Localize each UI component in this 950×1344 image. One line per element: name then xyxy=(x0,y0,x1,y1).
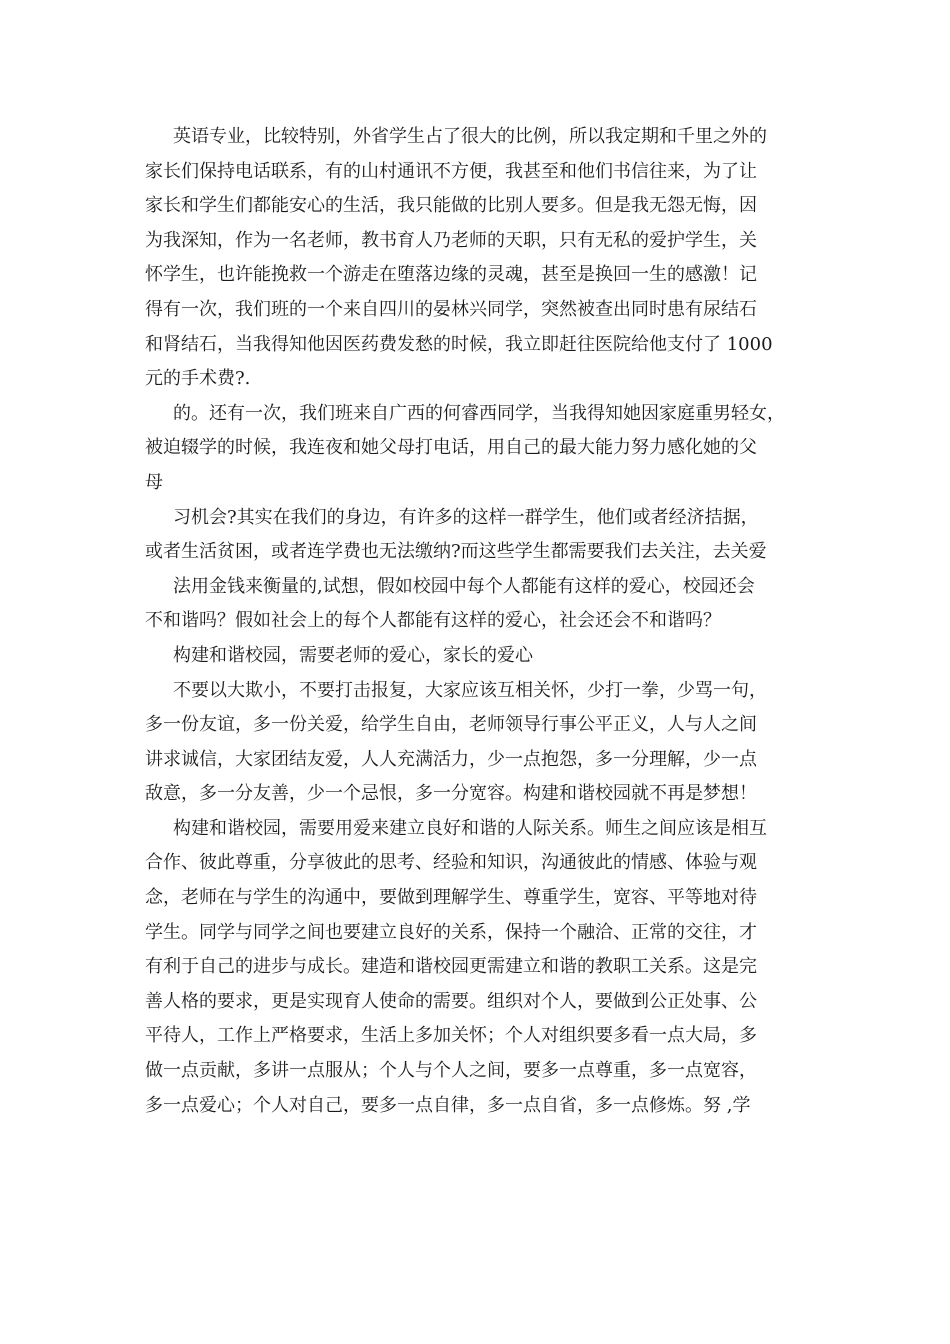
paragraph-line: 敌意，多一分友善，少一个忌恨，多一分宽容。构建和谐校园就不再是梦想！ xyxy=(145,783,757,805)
document-body xyxy=(145,120,815,1123)
paragraph-line: 和肾结石，当我得知他因医药费发愁的时候，我立即赶往医院给他支付了 1000 xyxy=(145,333,773,355)
paragraph-line: 家长们保持电话联系，有的山村通讯不方便，我甚至和他们书信往来，为了让 xyxy=(145,160,757,182)
paragraph-line: 学生。同学与同学之间也要建立良好的关系，保持一个融洽、正常的交往，才 xyxy=(145,921,757,943)
paragraph-line: 善人格的要求，更是实现育人使命的需要。组织对个人，要做到公正处事、公 xyxy=(145,990,757,1012)
paragraph-line: 做一点贡献，多讲一点服从；个人与个人之间，要多一点尊重，多一点宽容， xyxy=(145,1060,757,1082)
paragraph xyxy=(145,397,815,501)
paragraph-line: 被迫辍学的时候，我连夜和她父母打电话，用自己的最大能力努力感化她的父 xyxy=(145,437,757,459)
paragraph-first-line: 英语专业，比较特别，外省学生占了很大的比例，所以我定期和千里之外的 xyxy=(173,126,767,147)
paragraph xyxy=(145,501,815,570)
paragraph-line: 多一点爱心；个人对自己，要多一点自律，多一点自省，多一点修炼。努 ,学 xyxy=(145,1094,751,1116)
paragraph-line: 或者生活贫困，或者连学费也无法缴纳?而这些学生都需要我们去关注，去关爱 xyxy=(145,541,767,563)
paragraph-first-line: 习机会?其实在我们的身边，有许多的这样一群学生，他们或者经济拮据， xyxy=(173,506,759,528)
paragraph xyxy=(145,120,815,397)
paragraph-line: 家长和学生们都能安心的生活，我只能做的比别人要多。但是我无怨无悔，因 xyxy=(145,195,757,217)
paragraph-line: 怀学生，也许能挽救一个游走在堕落边缘的灵魂，甚至是换回一生的感激！记 xyxy=(145,264,757,286)
paragraph-line: 讲求诚信，大家团结友爱，人人充满活力，少一点抱怨，多一分理解，少一点 xyxy=(145,748,757,770)
paragraph-line: 念，老师在与学生的沟通中，要做到理解学生、尊重学生，宽容、平等地对待 xyxy=(145,887,757,909)
paragraph-first-line: 的。还有一次，我们班来自广西的何睿西同学，当我得知她因家庭重男轻女， xyxy=(173,402,785,424)
paragraph-line: 母 xyxy=(145,471,163,493)
paragraph xyxy=(145,570,815,639)
paragraph-line: 不和谐吗？假如社会上的每个人都能有这样的爱心，社会还会不和谐吗？ xyxy=(145,610,721,632)
paragraph-line: 有利于自己的进步与成长。建造和谐校园更需建立和谐的教职工关系。这是完 xyxy=(145,956,757,978)
paragraph xyxy=(145,812,815,1123)
paragraph xyxy=(145,674,815,812)
paragraph xyxy=(145,639,815,674)
paragraph-first-line: 构建和谐校园，需要用爱来建立良好和谐的人际关系。师生之间应该是相互 xyxy=(173,817,767,839)
paragraph-line: 为我深知，作为一名老师，教书育人乃老师的天职，只有无私的爱护学生，关 xyxy=(145,229,757,251)
paragraph-line: 合作、彼此尊重，分享彼此的思考、经验和知识，沟通彼此的情感、体验与观 xyxy=(145,852,757,874)
paragraph-line: 元的手术费?. xyxy=(145,368,251,390)
paragraph-line: 多一份友谊，多一份关爱，给学生自由，老师领导行事公平正义，人与人之间 xyxy=(145,714,757,736)
paragraph-line: 平待人，工作上严格要求，生活上多加关怀；个人对组织要多看一点大局，多 xyxy=(145,1025,757,1047)
paragraph-line: 得有一次，我们班的一个来自四川的晏林兴同学，突然被查出同时患有尿结石 xyxy=(145,298,757,320)
paragraph-first-line: 构建和谐校园，需要老师的爱心，家长的爱心 xyxy=(173,644,533,666)
paragraph-first-line: 不要以大欺小，不要打击报复，大家应该互相关怀，少打一拳，少骂一句， xyxy=(173,679,767,701)
paragraph-first-line: 法用金钱来衡量的,试想，假如校园中每个人都能有这样的爱心，校园还会 xyxy=(173,575,755,597)
